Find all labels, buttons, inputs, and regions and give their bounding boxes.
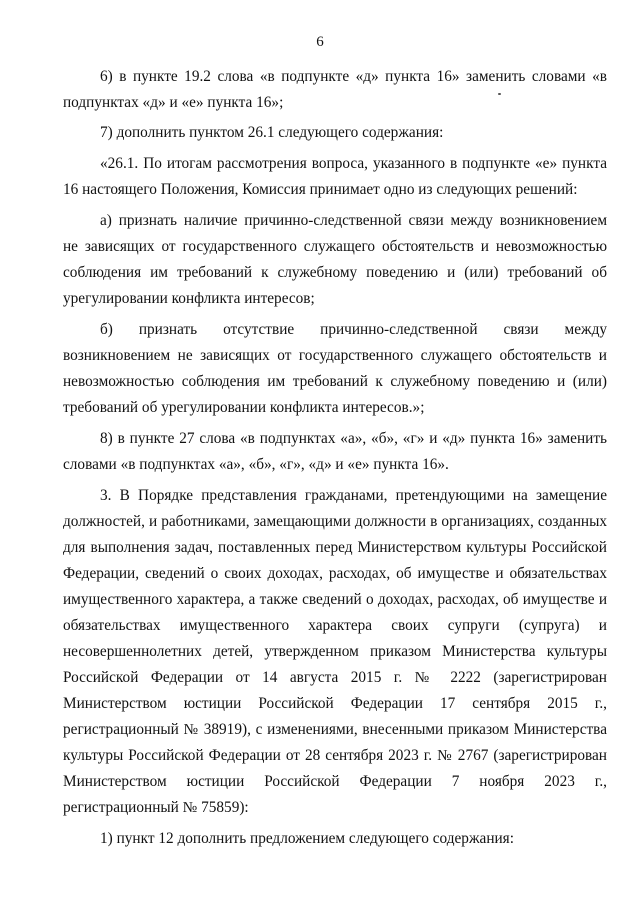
paragraph-section-3: 3. В Порядке представления гражданами, претендующими на замещение должностей, и работниками, замещающими должности в организациях, созданных для выполнения задач, поставленных перед Министерством культуры Российской Федерации, сведений о своих доходах, расходах, об имуществе и обязательствах имущественного характера, а также сведений о доходах, расходах, об имуществе и обязательствах имущественного характера своих супруги (супруга) и несовершеннолетних детей, утвержденном приказом Министерства культуры Российской Федерации от 14 августа 2015 г. № 2222 (зарегистрирован Министерством юстиции Российской Федерации 17 сентября 2015 г., регистрационный № 38919), с изменениями, внесенными приказом Министерства культуры Российской Федерации от 28 сентября 2023 г. № 2767 (зарегистрирован Министерством юстиции Российской Федерации 7 ноября 2023 г., регистрационный № 75859): bbox=[63, 487, 607, 816]
paragraph-subitem-a: а) признать наличие причинно-следственной связи между возникновением не зависящих от государственного служащего обстоятельств и невозможностью соблюдения им требований к служебному поведению и (или) требований об урегулировании конфликта интересов; bbox=[63, 212, 607, 307]
paragraph-item-7: 7) дополнить пунктом 26.1 следующего содержания: bbox=[100, 124, 444, 141]
paragraph-item-8: 8) в пункте 27 слова «в подпунктах «а», «б», «г» и «д» пункта 16» заменить словами «в подпунктах «а», «б», «г», «д» и «е» пункта 16». bbox=[63, 430, 607, 473]
paragraph-item-1: 1) пункт 12 дополнить предложением следующего содержания: bbox=[100, 830, 514, 847]
paragraph-item-6: 6) в пункте 19.2 слова «в подпункте «д» пункта 16» заменить словами «в подпунктах «д» и «е» пункта 16»; bbox=[63, 68, 607, 111]
paragraph-subitem-b: б) признать отсутствие причинно-следственной связи между возникновением не зависящих от государственного служащего обстоятельств и невозможностью соблюдения им требований к служебному поведению и (или) требований об урегулировании конфликта интересов.»; bbox=[63, 321, 607, 416]
document-body bbox=[63, 64, 607, 857]
page-number: 6 bbox=[316, 34, 324, 50]
paragraph-item-26-1: «26.1. По итогам рассмотрения вопроса, указанного в подпункте «е» пункта 16 настоящего Положения, Комиссия принимает одно из следующих решений: bbox=[63, 155, 607, 198]
